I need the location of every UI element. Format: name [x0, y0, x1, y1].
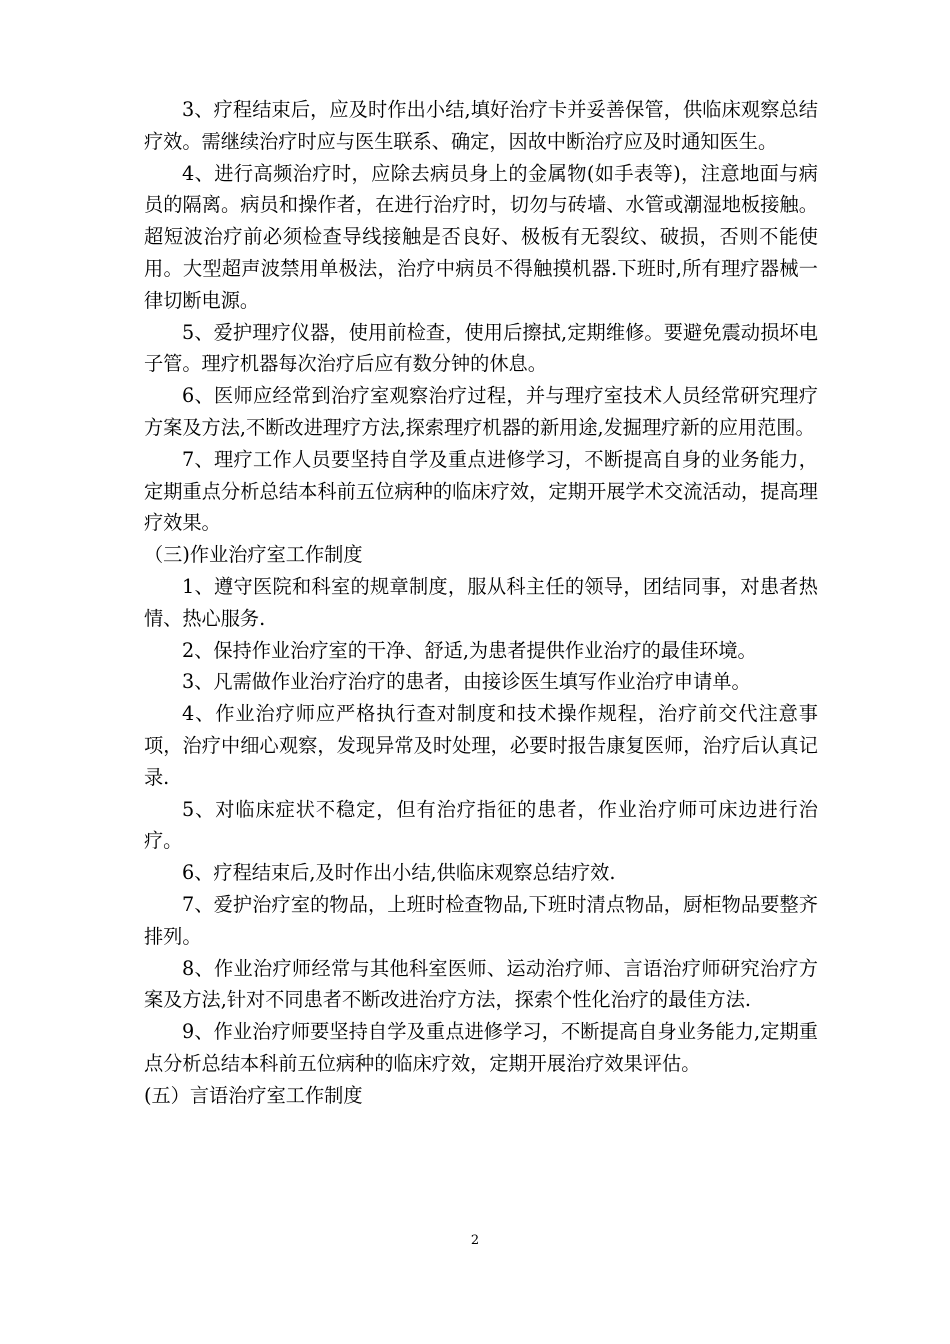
ot-rule-7: 7、爱护治疗室的物品，上班时检查物品,下班时清点物品，厨柜物品要整齐排列。 [144, 892, 818, 948]
section-heading-speech-therapy: (五）言语治疗室工作制度 [144, 1083, 363, 1107]
ot-rule-5: 5、对临床症状不稳定，但有治疗指征的患者，作业治疗师可床边进行治疗。 [144, 797, 818, 853]
paragraph-4: 4、进行高频治疗时，应除去病员身上的金属物(如手表等)，注意地面与病员的隔离。病员和操作者，在进行治疗时，切勿与砖墙、水管或潮湿地板接触。超短波治疗前必须检查导线接触是否良好、极板有无裂纹、破损，否则不能使用。大型超声波禁用单极法，治疗中病员不得触摸机器.下班时,所有理疗器械一律切断电源。 [144, 161, 818, 312]
ot-rule-2: 2、保持作业治疗室的干净、舒适,为患者提供作业治疗的最佳环境。 [182, 638, 757, 662]
ot-rule-8: 8、作业治疗师经常与其他科室医师、运动治疗师、言语治疗师研究治疗方案及方法,针对不同患者不断改进治疗方法，探索个性化治疗的最佳方法. [144, 956, 818, 1012]
ot-rule-6: 6、疗程结束后,及时作出小结,供临床观察总结疗效. [182, 861, 616, 885]
ot-rule-1: 1、遵守医院和科室的规章制度，服从科主任的领导，团结同事，对患者热情、热心服务. [144, 574, 818, 630]
section-heading-occupational-therapy: （三)作业治疗室工作制度 [144, 543, 363, 567]
ot-rule-4: 4、作业治疗师应严格执行查对制度和技术操作规程，治疗前交代注意事项，治疗中细心观察，发现异常及时处理，必要时报告康复医师，治疗后认真记录. [144, 702, 818, 789]
paragraph-5: 5、爱护理疗仪器，使用前检查，使用后擦拭,定期维修。要避免震动损坏电子管。理疗机器每次治疗后应有数分钟的休息。 [144, 320, 818, 376]
paragraph-7: 7、理疗工作人员要坚持自学及重点进修学习，不断提高自身的业务能力，定期重点分析总结本科前五位病种的临床疗效，定期开展学术交流活动，提高理疗效果。 [144, 447, 818, 535]
ot-rule-9: 9、作业治疗师要坚持自学及重点进修学习，不断提高自身业务能力,定期重点分析总结本科前五位病种的临床疗效，定期开展治疗效果评估。 [144, 1020, 818, 1075]
paragraph-6: 6、医师应经常到治疗室观察治疗过程，并与理疗室技术人员经常研究理疗方案及方法,不断改进理疗方法,探索理疗机器的新用途,发掘理疗新的应用范围。 [144, 384, 818, 439]
paragraph-3: 3、疗程结束后，应及时作出小结,填好治疗卡并妥善保管，供临床观察总结疗效。需继续治疗时应与医生联系、确定，因故中断治疗应及时通知医生。 [144, 98, 818, 153]
document-body [144, 94, 818, 1112]
ot-rule-3: 3、凡需做作业治疗治疗的患者，由接诊医生填写作业治疗申请单。 [182, 670, 751, 694]
page-number: 2 [470, 1233, 480, 1248]
